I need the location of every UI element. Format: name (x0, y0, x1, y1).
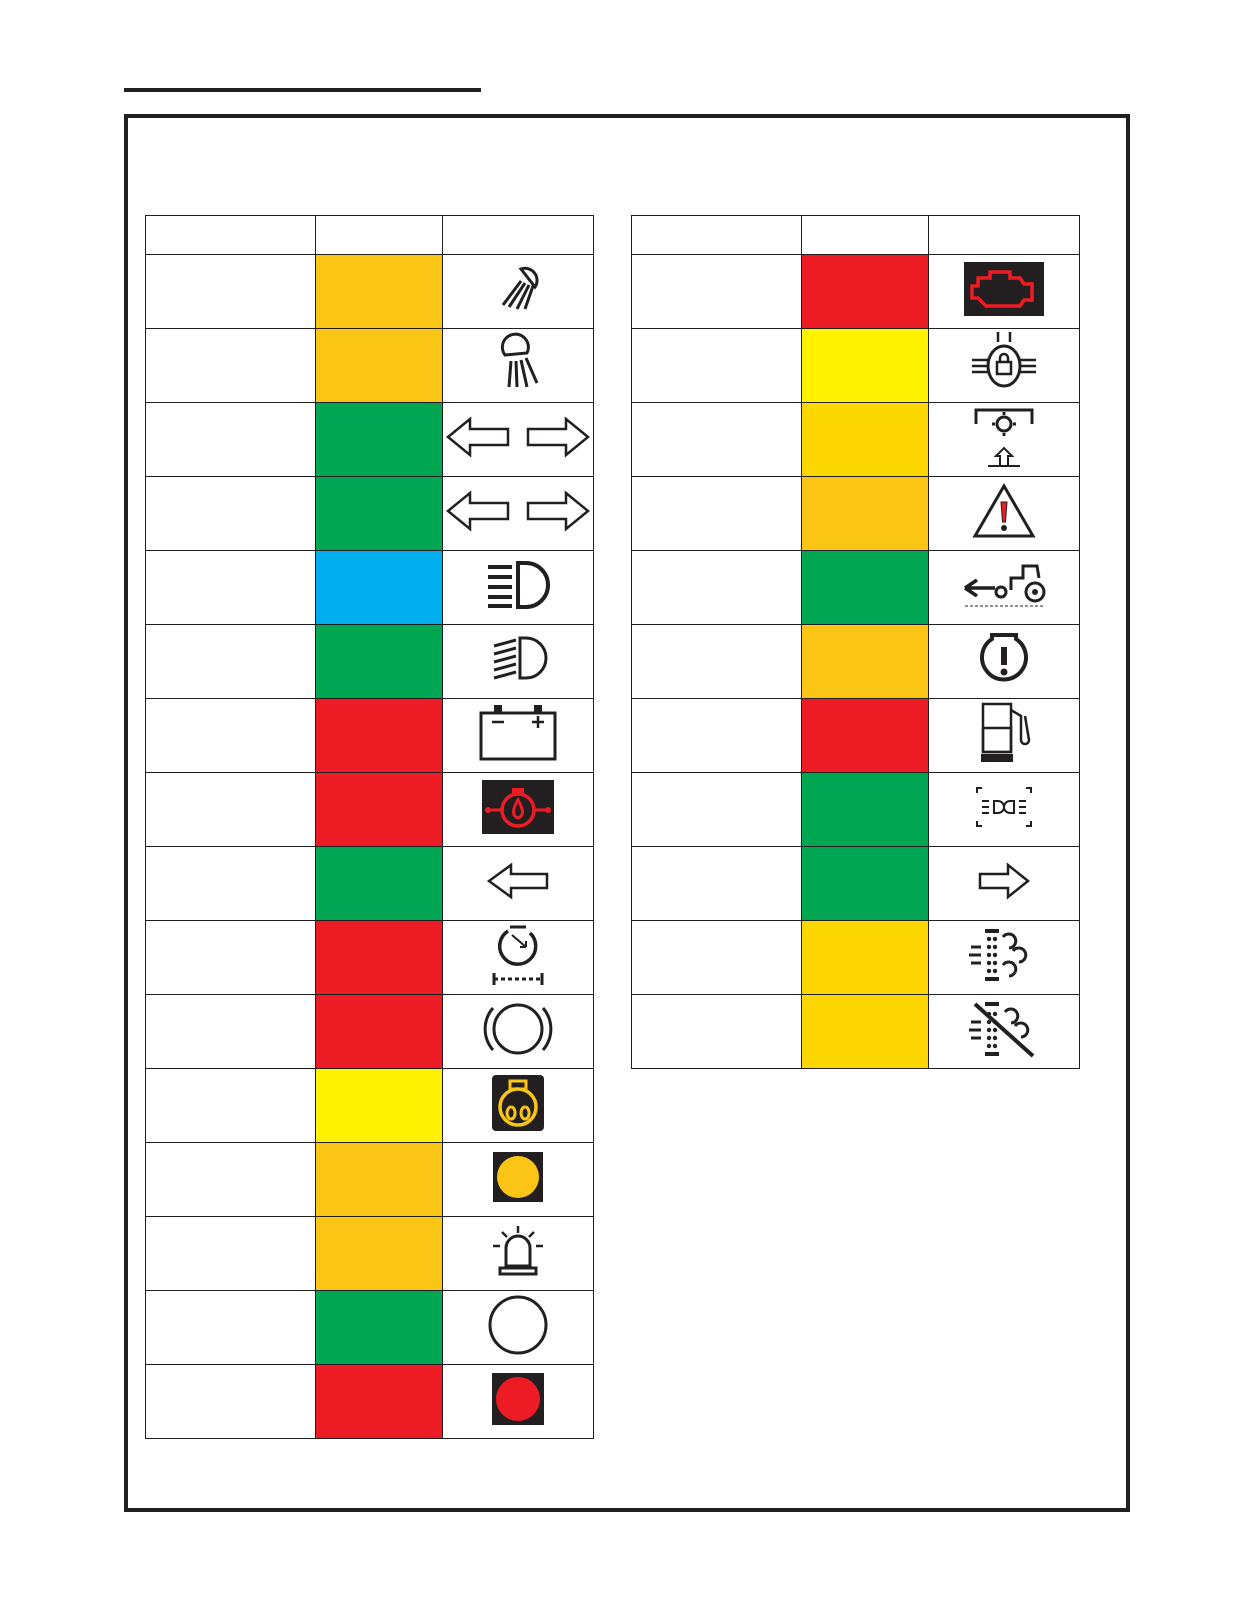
indicator-color-swatch (316, 773, 443, 847)
check-engine-icon (964, 262, 1044, 316)
indicator-color-swatch (802, 699, 929, 773)
indicator-symbol-cell (443, 625, 594, 699)
table-row (146, 921, 594, 995)
table-row (632, 551, 1080, 625)
table-row (146, 551, 594, 625)
indicator-symbol-cell (929, 847, 1080, 921)
table-row (146, 847, 594, 921)
indicator-description (146, 1143, 316, 1217)
indicator-symbol-cell (929, 995, 1080, 1069)
indicator-symbol-cell (929, 921, 1080, 995)
general-warning-icon (976, 629, 1032, 689)
indicator-color-swatch (802, 329, 929, 403)
indicator-description (146, 403, 316, 477)
table-row (632, 625, 1080, 699)
table-row (146, 773, 594, 847)
table-header-row (632, 216, 1080, 255)
table-row (146, 995, 594, 1069)
indicator-symbol-cell (443, 551, 594, 625)
pto-icon (972, 404, 1036, 470)
indicator-color-swatch (802, 255, 929, 329)
rear-work-light-icon (483, 331, 553, 395)
header-color (802, 216, 929, 255)
indicator-description (632, 403, 802, 477)
indicator-symbol-cell (929, 255, 1080, 329)
table-row (632, 329, 1080, 403)
title-underline (124, 88, 481, 92)
indicator-color-swatch (316, 995, 443, 1069)
indicator-symbol-cell (443, 1365, 594, 1439)
indicator-description (632, 699, 802, 773)
indicator-color-swatch (316, 921, 443, 995)
table-row (146, 1217, 594, 1291)
indicator-table-left (145, 215, 594, 1439)
dpf-regeneration-icon (967, 925, 1041, 985)
indicator-table-right (631, 215, 1080, 1069)
indicator-symbol-cell (443, 329, 594, 403)
tractor-reverse-icon (961, 562, 1047, 608)
indicator-color-swatch (316, 1143, 443, 1217)
table-row (632, 847, 1080, 921)
red-lamp-icon (492, 1373, 544, 1425)
table-row (146, 625, 594, 699)
header-description (632, 216, 802, 255)
indicator-color-swatch (316, 1365, 443, 1439)
table-row (146, 255, 594, 329)
indicator-description (632, 847, 802, 921)
table-row (146, 329, 594, 403)
indicator-description (632, 921, 802, 995)
indicator-color-swatch (802, 921, 929, 995)
indicator-description (146, 625, 316, 699)
header-color (316, 216, 443, 255)
indicator-color-swatch (802, 995, 929, 1069)
indicator-symbol-cell (443, 255, 594, 329)
indicator-description (146, 995, 316, 1069)
indicator-description (146, 773, 316, 847)
indicator-symbol-cell (443, 847, 594, 921)
brake-icon (481, 998, 555, 1060)
indicator-symbol-cell (443, 1217, 594, 1291)
indicator-description (632, 477, 802, 551)
parking-lights-icon (974, 785, 1034, 829)
indicator-symbol-cell (929, 699, 1080, 773)
indicator-color-swatch (802, 551, 929, 625)
indicator-symbol-cell (443, 773, 594, 847)
table-row (632, 773, 1080, 847)
glow-plug-icon (492, 1075, 544, 1131)
indicator-color-swatch (316, 699, 443, 773)
indicator-symbol-cell (443, 699, 594, 773)
green-lamp-icon (487, 1294, 549, 1356)
indicator-description (632, 995, 802, 1069)
beacon-icon (490, 1224, 546, 1278)
transmission-pressure-icon (488, 923, 548, 987)
battery-icon (476, 702, 560, 764)
turn-signal-both-icon (444, 415, 592, 459)
indicator-color-swatch (802, 847, 929, 921)
indicator-description (146, 1217, 316, 1291)
left-turn-arrow-icon (485, 861, 551, 901)
indicator-symbol-cell (443, 921, 594, 995)
indicator-description (146, 1365, 316, 1439)
indicator-description (146, 551, 316, 625)
header-description (146, 216, 316, 255)
right-turn-arrow-icon (976, 862, 1032, 900)
indicator-symbol-cell (929, 329, 1080, 403)
indicator-description (146, 1291, 316, 1365)
indicator-description (146, 477, 316, 551)
low-fuel-icon (977, 700, 1031, 766)
warning-triangle-icon (972, 482, 1036, 540)
indicator-color-swatch (316, 847, 443, 921)
indicator-description (146, 921, 316, 995)
indicator-symbol-cell (443, 403, 594, 477)
engine-oil-pressure-icon (482, 780, 554, 834)
indicator-color-swatch (802, 773, 929, 847)
indicator-description (146, 329, 316, 403)
indicator-symbol-cell (929, 477, 1080, 551)
indicator-description (632, 625, 802, 699)
differential-lock-icon (970, 330, 1038, 396)
table-row (146, 1291, 594, 1365)
trailer-turn-signal-icon (444, 489, 592, 533)
table-row (632, 255, 1080, 329)
header-symbol (443, 216, 594, 255)
indicator-description (632, 551, 802, 625)
indicator-symbol-cell (443, 1069, 594, 1143)
indicator-symbol-cell (443, 477, 594, 551)
header-symbol (929, 216, 1080, 255)
indicator-color-swatch (802, 625, 929, 699)
indicator-symbol-cell (929, 625, 1080, 699)
low-beam-icon (488, 634, 548, 684)
indicator-color-swatch (316, 329, 443, 403)
table-row (632, 477, 1080, 551)
indicator-description (632, 773, 802, 847)
table-row (146, 699, 594, 773)
high-beam-icon (482, 559, 554, 611)
table-row (146, 1365, 594, 1439)
indicator-description (146, 847, 316, 921)
indicator-symbol-cell (443, 1291, 594, 1365)
indicator-color-swatch (316, 255, 443, 329)
indicator-color-swatch (316, 477, 443, 551)
indicator-color-swatch (316, 403, 443, 477)
table-row (146, 1143, 594, 1217)
table-row (632, 699, 1080, 773)
indicator-symbol-cell (929, 773, 1080, 847)
dpf-regen-inhibit-icon (967, 998, 1041, 1060)
table-row (146, 403, 594, 477)
indicator-description (146, 255, 316, 329)
indicator-symbol-cell (443, 995, 594, 1069)
table-row (632, 995, 1080, 1069)
table-row (632, 403, 1080, 477)
table-header-row (146, 216, 594, 255)
indicator-color-swatch (802, 403, 929, 477)
amber-lamp-icon (493, 1152, 543, 1202)
table-row (632, 921, 1080, 995)
table-row (146, 1069, 594, 1143)
indicator-color-swatch (316, 551, 443, 625)
indicator-symbol-cell (929, 403, 1080, 477)
work-light-icon (483, 259, 553, 319)
indicator-description (632, 255, 802, 329)
indicator-description (146, 699, 316, 773)
indicator-description (146, 1069, 316, 1143)
indicator-color-swatch (316, 1291, 443, 1365)
indicator-description (632, 329, 802, 403)
indicator-color-swatch (802, 477, 929, 551)
indicator-color-swatch (316, 625, 443, 699)
indicator-color-swatch (316, 1217, 443, 1291)
indicator-symbol-cell (443, 1143, 594, 1217)
indicator-symbol-cell (929, 551, 1080, 625)
table-row (146, 477, 594, 551)
indicator-color-swatch (316, 1069, 443, 1143)
